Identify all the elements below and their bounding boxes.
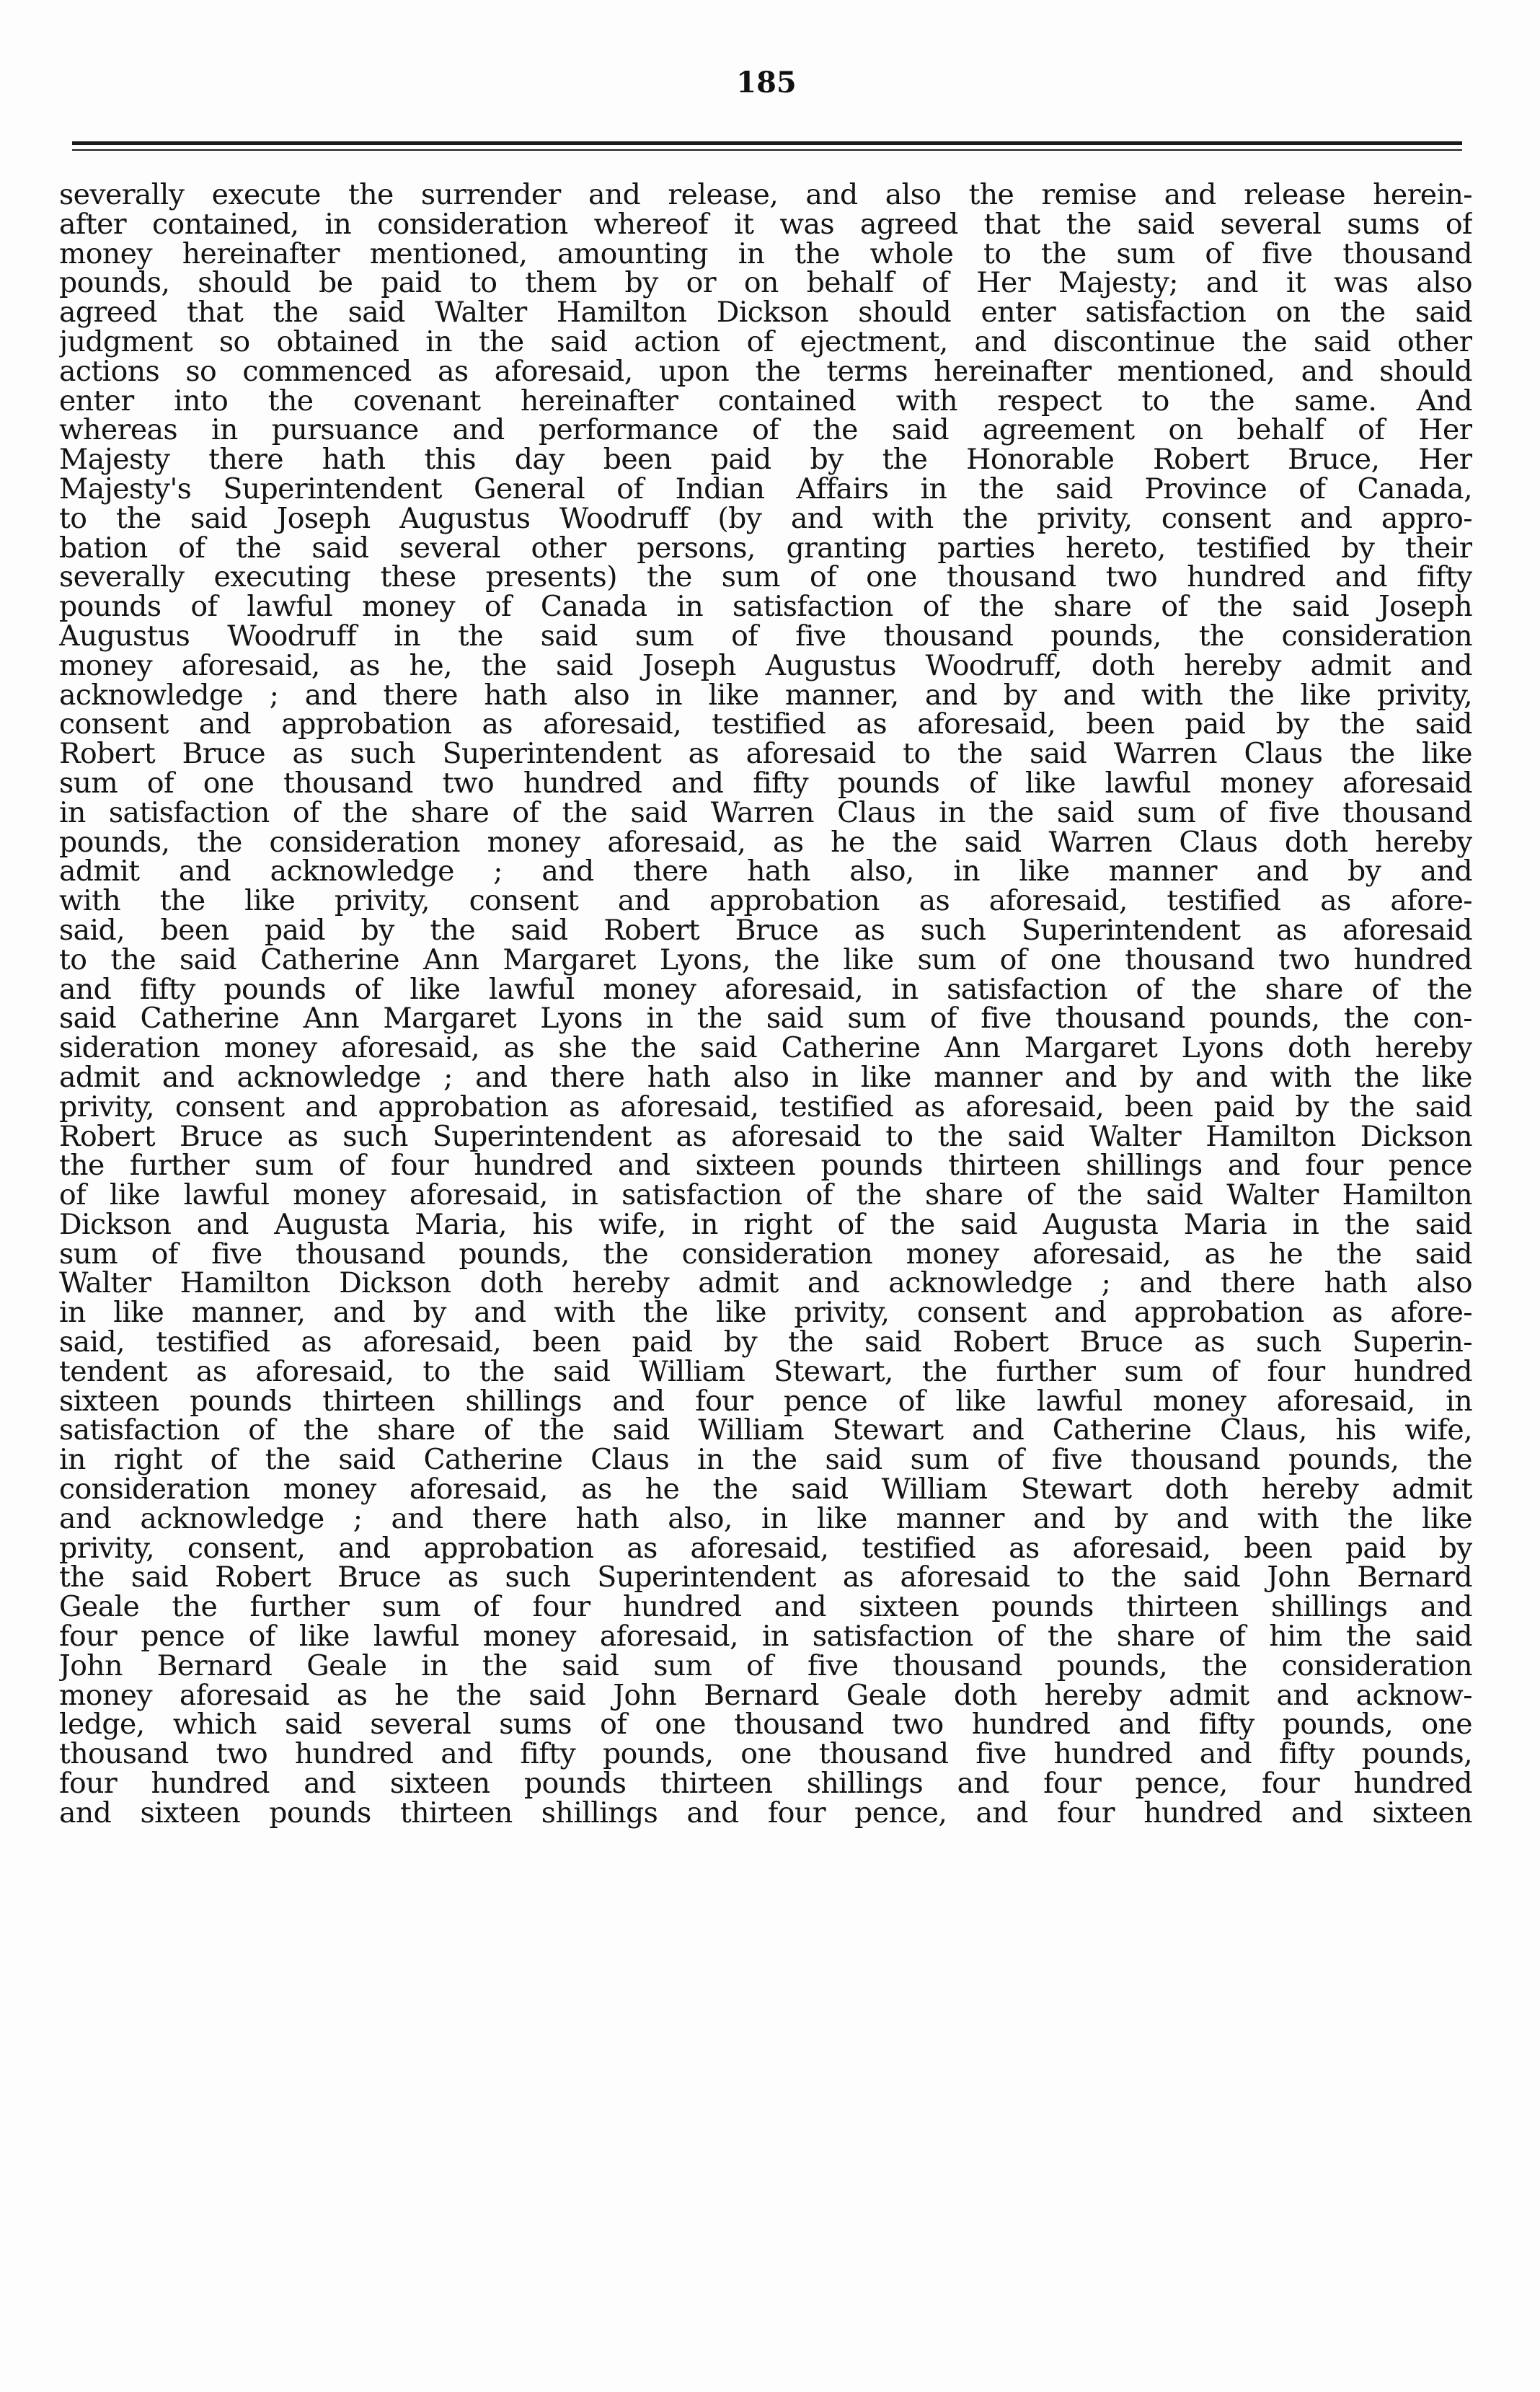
text-line: severally execute the surrender and release, and also the remise and release herein-: [59, 180, 1472, 211]
text-line: pounds, should be paid to them by or on behalf of Her Majesty; and it was also: [59, 266, 1472, 300]
text-line: sideration money aforesaid, as she the said Catherine Ann Margaret Lyons doth hereby: [59, 1031, 1472, 1065]
text-line: ledge, which said several sums of one thousand two hundred and fifty pounds, one: [59, 1708, 1472, 1742]
page-header: [0, 50, 1540, 108]
text-line: judgment so obtained in the said action of ejectment, and discontinue the said other: [59, 325, 1472, 358]
text-line: sum of five thousand pounds, the consideration money aforesaid, as he the said: [59, 1237, 1472, 1271]
text-line: money aforesaid as he the said John Bernard Geale doth hereby admit and acknow-: [59, 1678, 1472, 1712]
text-line: with the like privity, consent and approbation as aforesaid, testified as afore-: [59, 884, 1472, 918]
text-line: admit and acknowledge ; and there hath also, in like manner and by and: [59, 855, 1472, 888]
text-line: enter into the covenant hereinafter contained with respect to the same. And: [59, 384, 1472, 418]
text-line: actions so commenced as aforesaid, upon the terms hereinafter mentioned, and should: [59, 354, 1472, 388]
text-line: Majesty there hath this day been paid by the Honorable Robert Bruce, Her: [59, 443, 1472, 477]
text-line: Robert Bruce as such Superintendent as aforesaid to the said Walter Hamilton Dickson: [59, 1119, 1472, 1153]
text-line: tendent as aforesaid, to the said William Stewart, the further sum of four hundred: [59, 1354, 1472, 1388]
text-line: agreed that the said Walter Hamilton Dickson should enter satisfaction on the said: [59, 296, 1472, 330]
text-line: Majesty's Superintendent General of Indian Affairs in the said Province of Canada,: [59, 472, 1472, 506]
text-line: Robert Bruce as such Superintendent as aforesaid to the said Warren Claus the like: [59, 737, 1472, 771]
text-line: pounds of lawful money of Canada in satisfaction of the share of the said Joseph: [59, 590, 1472, 624]
text-line: to the said Catherine Ann Margaret Lyons, the like sum of one thousand two hundred: [59, 943, 1472, 976]
text-line: privity, consent, and approbation as aforesaid, testified as aforesaid, been paid by: [59, 1531, 1472, 1565]
text-line: privity, consent and approbation as aforesaid, testified as aforesaid, been paid by the said: [59, 1090, 1472, 1124]
text-line: consent and approbation as aforesaid, testified as aforesaid, been paid by the said: [59, 707, 1472, 741]
text-line: four pence of like lawful money aforesaid, in satisfaction of the share of him the said: [59, 1620, 1472, 1654]
text-line: bation of the said several other persons, granting parties hereto, testified by their: [59, 531, 1472, 565]
text-line: to the said Joseph Augustus Woodruff (by and with the privity, consent and appro-: [59, 501, 1472, 535]
text-line: Walter Hamilton Dickson doth hereby admit and acknowledge ; and there hath also: [59, 1266, 1472, 1300]
text-line: and sixteen pounds thirteen shillings and four pence, and four hundred and sixteen: [59, 1796, 1472, 1830]
text-line: and acknowledge ; and there hath also, in like manner and by and with the like: [59, 1501, 1472, 1535]
body-text: [59, 180, 1472, 2373]
text-line: Augustus Woodruff in the said sum of five thousand pounds, the consideration: [59, 619, 1472, 653]
text-line: admit and acknowledge ; and there hath also in like manner and by and with the like: [59, 1060, 1472, 1094]
page-number: 185: [736, 66, 797, 100]
text-line: in like manner, and by and with the like privity, consent and approbation as afore-: [59, 1296, 1472, 1330]
text-line: the further sum of four hundred and sixteen pounds thirteen shillings and four pence: [59, 1149, 1472, 1183]
text-line: pounds, the consideration money aforesaid, as he the said Warren Claus doth hereby: [59, 825, 1472, 859]
text-line: money aforesaid, as he, the said Joseph Augustus Woodruff, doth hereby admit and: [59, 648, 1472, 682]
text-line: in satisfaction of the share of the said Warren Claus in the said sum of five thousand: [59, 795, 1472, 829]
text-line: and fifty pounds of like lawful money aforesaid, in satisfaction of the share of the: [59, 972, 1472, 1006]
text-line: said, been paid by the said Robert Bruce as such Superintendent as aforesaid: [59, 913, 1472, 947]
text-line: after contained, in consideration whereof it was agreed that the said several sums of: [59, 207, 1472, 241]
text-line: acknowledge ; and there hath also in like manner, and by and with the like privity,: [59, 678, 1472, 712]
text-line: satisfaction of the share of the said William Stewart and Catherine Claus, his wife,: [59, 1413, 1472, 1447]
text-line: severally executing these presents) the sum of one thousand two hundred and fifty: [59, 560, 1472, 594]
text-line: the said Robert Bruce as such Superintendent as aforesaid to the said John Bernard: [59, 1561, 1472, 1594]
text-line: whereas in pursuance and performance of the said agreement on behalf of Her: [59, 413, 1472, 447]
text-line: sixteen pounds thirteen shillings and four pence of like lawful money aforesaid, in: [59, 1384, 1472, 1418]
header-rule-thin: [72, 149, 1462, 151]
text-line: Geale the further sum of four hundred and sixteen pounds thirteen shillings and: [59, 1590, 1472, 1624]
text-line: in right of the said Catherine Claus in the said sum of five thousand pounds, the: [59, 1443, 1472, 1477]
text-line: of like lawful money aforesaid, in satisfaction of the share of the said Walter Hamilton: [59, 1178, 1472, 1212]
text-line: four hundred and sixteen pounds thirteen shillings and four pence, four hundred: [59, 1767, 1472, 1801]
header-rule-thick: [72, 141, 1462, 145]
text-line: sum of one thousand two hundred and fifty pounds of like lawful money aforesaid: [59, 766, 1472, 800]
text-line: said, testified as aforesaid, been paid by the said Robert Bruce as such Superin-: [59, 1325, 1472, 1359]
text-line: Dickson and Augusta Maria, his wife, in right of the said Augusta Maria in the said: [59, 1207, 1472, 1241]
text-line: consideration money aforesaid, as he the said William Stewart doth hereby admit: [59, 1473, 1472, 1506]
text-line: said Catherine Ann Margaret Lyons in the said sum of five thousand pounds, the con-: [59, 1002, 1472, 1036]
text-line: thousand two hundred and fifty pounds, one thousand five hundred and fifty pounds,: [59, 1737, 1472, 1771]
text-line: John Bernard Geale in the said sum of five thousand pounds, the consideration: [59, 1649, 1472, 1682]
text-line: money hereinafter mentioned, amounting in the whole to the sum of five thousand: [59, 237, 1472, 270]
